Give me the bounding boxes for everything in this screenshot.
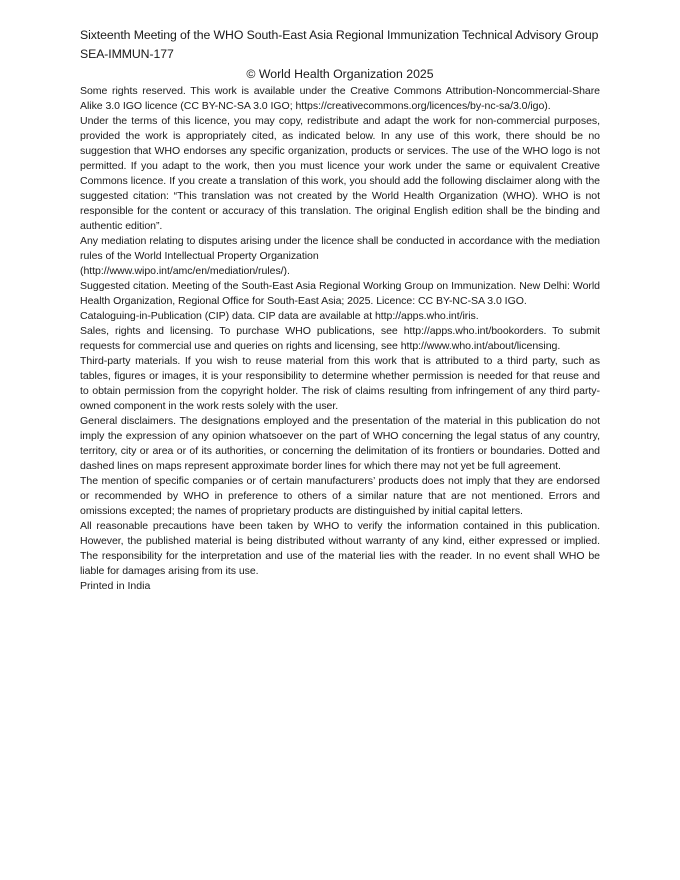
- sales-paragraph: Sales, rights and licensing. To purchase WHO publications, see http://apps.who.int/bookorders. To submit requests for commercial use and queries on rights and licensing, see http://www.who.int/about/licensing.: [80, 325, 600, 352]
- copyright-notice: © World Health Organization 2025: [246, 67, 434, 81]
- document-page: [80, 26, 600, 594]
- third-party-paragraph: Third-party materials. If you wish to reuse material from this work that is attributed to a third party, such as tables, figures or images, it is your responsibility to determine whether permission is needed for that reuse and to obtain permission from the copyright holder. The risk of claims resulting from infringement of any third party-owned component in the work rests solely with the user.: [80, 355, 600, 412]
- cip-paragraph: Cataloguing-in-Publication (CIP) data. CIP data are available at http://apps.who.int/iris.: [80, 310, 479, 322]
- manufacturers-paragraph: The mention of specific companies or of certain manufacturers’ products does not imply that they are endorsed or recommended by WHO in preference to others of a similar nature that are not mentioned. Errors and omissions excepted; the names of proprietary products are distinguished by initial capital letters.: [80, 475, 600, 517]
- document-code: SEA-IMMUN-177: [80, 47, 174, 61]
- general-disclaimers-paragraph: General disclaimers. The designations employed and the presentation of the material in this publication do not imply the expression of any opinion whatsoever on the part of WHO concerning the legal status of any country, territory, city or area or of its authorities, or concerning the delimitation of its frontiers or boundaries. Dotted and dashed lines on maps represent approximate border lines for which there may not yet be full agreement.: [80, 415, 600, 472]
- precautions-paragraph: All reasonable precautions have been taken by WHO to verify the information contained in this publication. However, the published material is being distributed without warranty of any kind, either expressed or implied. The responsibility for the interpretation and use of the material lies with the reader. In no event shall WHO be liable for damages arising from its use.: [80, 520, 600, 577]
- suggested-citation-paragraph: Suggested citation. Meeting of the South-East Asia Regional Working Group on Immunization. New Delhi: World Health Organization, Regional Office for South-East Asia; 2025. Licence: CC BY-NC-SA 3.0 IGO.: [80, 280, 600, 307]
- mediation-paragraph: Any mediation relating to disputes arising under the licence shall be conducted in accordance with the mediation rules of the World Intellectual Property Organization: [80, 235, 600, 262]
- mediation-url: (http://www.wipo.int/amc/en/mediation/rules/).: [80, 265, 290, 277]
- licence-terms-paragraph: Under the terms of this licence, you may copy, redistribute and adapt the work for non-commercial purposes, provided the work is appropriately cited, as indicated below. In any use of this work, there should be no suggestion that WHO endorses any specific organization, products or services. The use of the WHO logo is not permitted. If you adapt to the work, then you must licence your work under the same or equivalent Creative Commons licence. If you create a translation of this work, you should add the following disclaimer along with the suggested citation: “This translation was not created by the World Health Organization (WHO). WHO is not responsible for the content or accuracy of this translation. The original English edition shall be the binding and authentic edition”.: [80, 115, 600, 232]
- meeting-title: Sixteenth Meeting of the WHO South-East Asia Regional Immunization Technical Advisory Group: [80, 28, 599, 42]
- rights-reserved-paragraph: Some rights reserved. This work is available under the Creative Commons Attribution-Noncommercial-Share Alike 3.0 IGO licence (CC BY-NC-SA 3.0 IGO; https://creativecommons.org/licences/by-nc-sa/3.0/igo).: [80, 85, 600, 112]
- printed-in: Printed in India: [80, 580, 151, 592]
